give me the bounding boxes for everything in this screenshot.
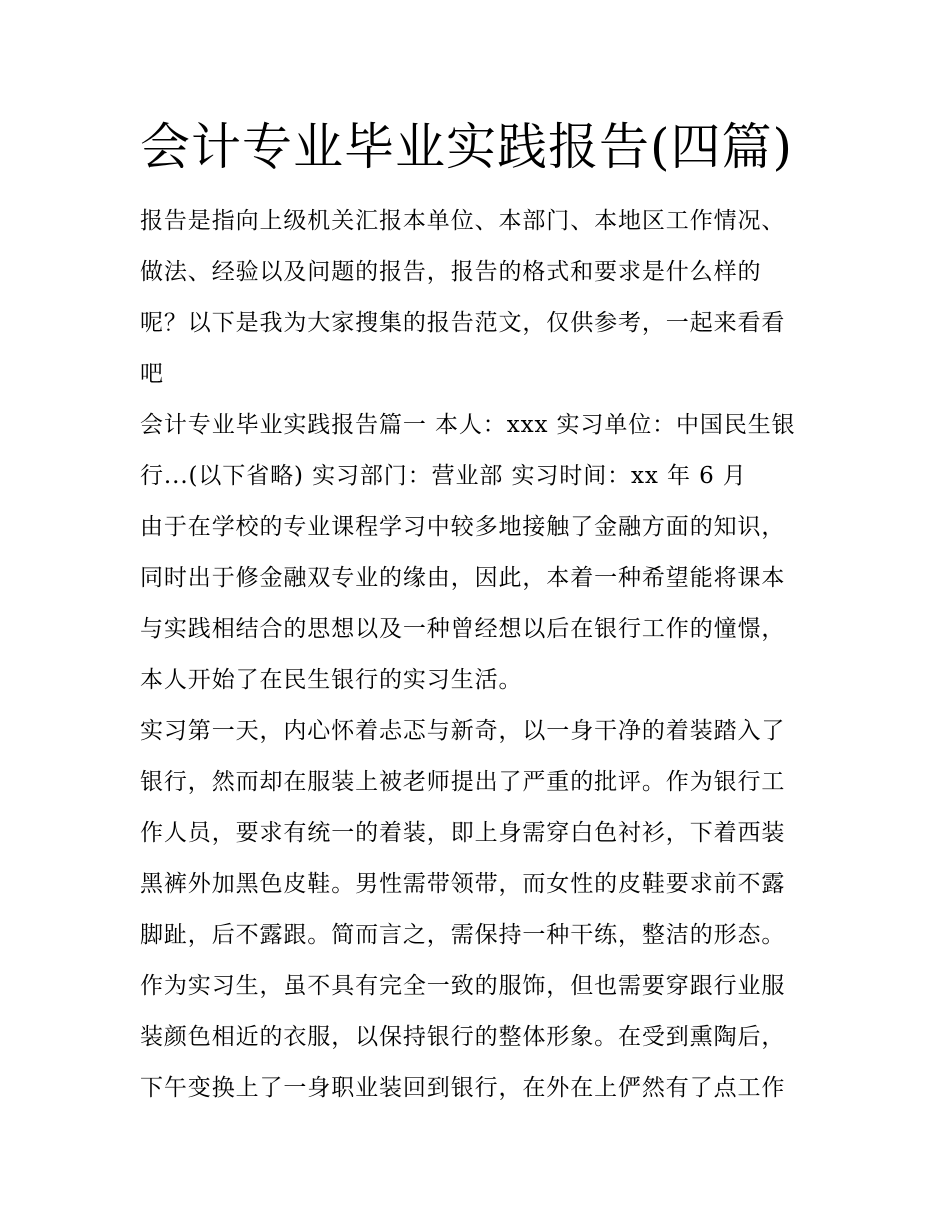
text-line: 由于在学校的专业课程学习中较多地接触了金融方面的知识，: [140, 514, 786, 540]
text-line: 作为实习生，虽不具有完全一致的服饰，但也需要穿跟行业服: [140, 973, 786, 999]
text-line: 下午变换上了一身职业装回到银行，在外在上俨然有了点工作: [140, 1075, 786, 1101]
text-line: 实习第一天，内心怀着忐忑与新奇，以一身干净的着装踏入了: [140, 718, 786, 744]
text-line: 报告是指向上级机关汇报本单位、本部门、本地区工作情况、: [140, 208, 786, 234]
text-line: 本人开始了在民生银行的实习生活。: [140, 667, 523, 693]
text-line: 同时出于修金融双专业的缘由，因此，本着一种希望能将课本: [140, 565, 786, 591]
text-line: 做法、经验以及问题的报告，报告的格式和要求是什么样的: [140, 259, 762, 285]
text-line: 会计专业毕业实践报告篇一 本人：xxx 实习单位：中国民生银: [140, 412, 796, 438]
text-line: 吧: [140, 361, 164, 387]
text-line: 呢？以下是我为大家搜集的报告范文，仅供参考，一起来看看: [140, 310, 786, 336]
text-line: 脚趾，后不露跟。简而言之，需保持一种干练，整洁的形态。: [140, 922, 786, 948]
text-line: 黑裤外加黑色皮鞋。男性需带领带，而女性的皮鞋要求前不露: [140, 871, 786, 897]
text-line: 与实践相结合的思想以及一种曾经想以后在银行工作的憧憬，: [140, 616, 786, 642]
text-line: 行...(以下省略) 实习部门：营业部 实习时间：xx 年 6 月: [140, 463, 747, 489]
document-body: [140, 196, 812, 1114]
document-title: 会计专业毕业实践报告(四篇): [140, 118, 794, 176]
text-line: 作人员，要求有统一的着装，即上身需穿白色衬衫，下着西装: [140, 820, 786, 846]
text-line: 银行，然而却在服装上被老师提出了严重的批评。作为银行工: [140, 769, 786, 795]
text-line: 装颜色相近的衣服，以保持银行的整体形象。在受到熏陶后，: [140, 1024, 786, 1050]
